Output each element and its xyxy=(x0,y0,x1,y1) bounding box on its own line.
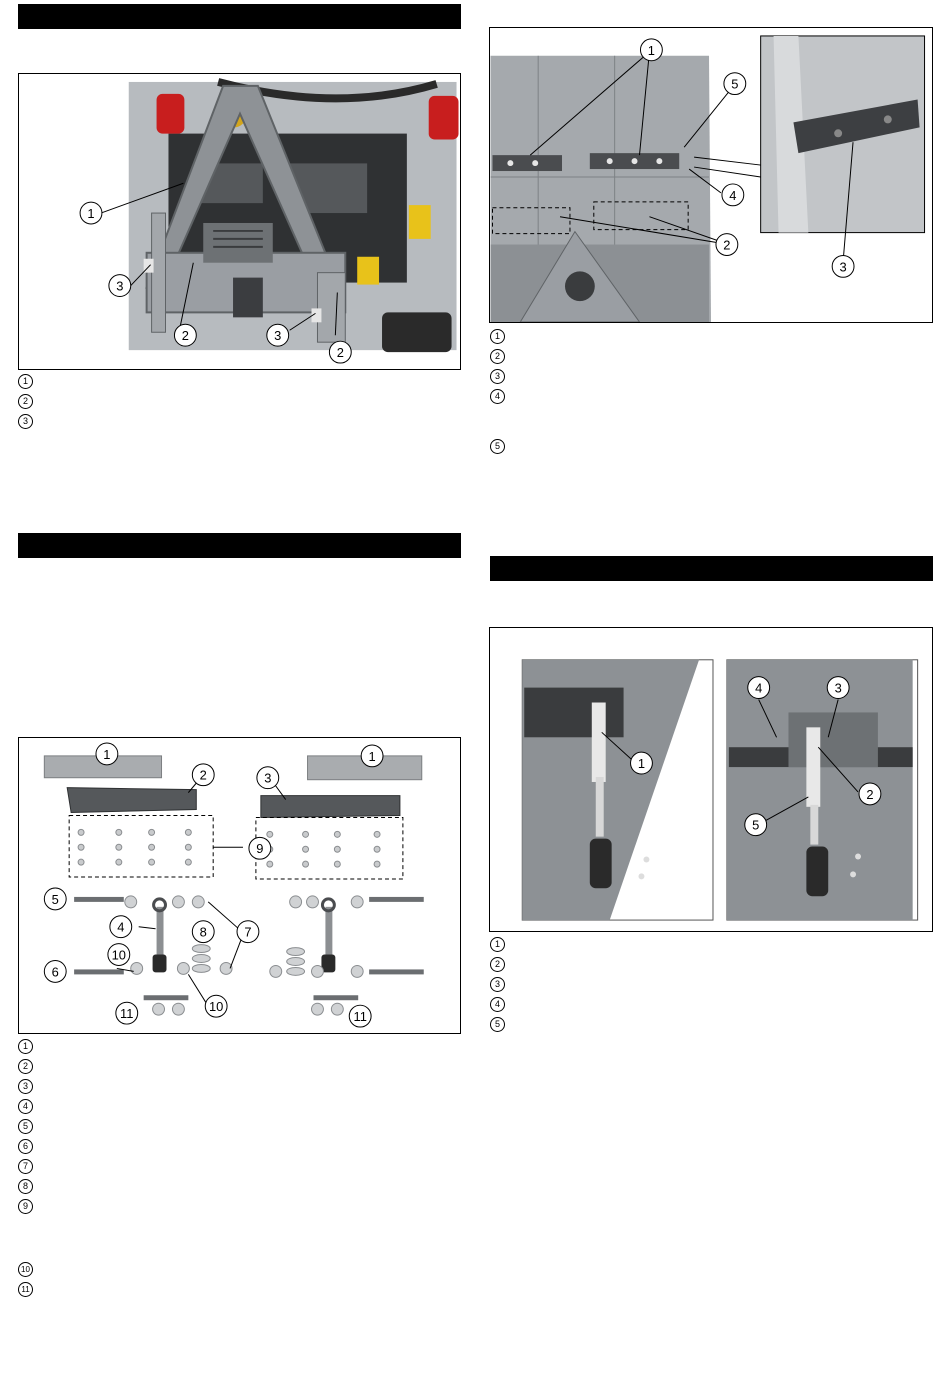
callout-marker xyxy=(108,944,130,966)
callout-marker xyxy=(116,1002,138,1024)
legend-item xyxy=(490,1015,930,1035)
figure-parts-kit xyxy=(18,737,461,1034)
callout-marker xyxy=(267,324,289,346)
callout-marker xyxy=(257,767,279,789)
svg-text:10: 10 xyxy=(208,999,224,1015)
callout-marker xyxy=(110,916,132,938)
legend-number: 1 xyxy=(18,1039,33,1054)
svg-text:4: 4 xyxy=(729,187,737,203)
figure-hitch-frame-callouts xyxy=(19,74,460,369)
svg-text:5: 5 xyxy=(51,891,59,907)
svg-text:3: 3 xyxy=(834,680,842,696)
legend-item xyxy=(18,372,458,392)
callout-marker xyxy=(724,73,746,95)
legend-item xyxy=(490,975,930,995)
svg-text:1: 1 xyxy=(647,42,655,58)
legend-number: 1 xyxy=(18,374,33,389)
callout-marker xyxy=(96,743,118,765)
callout-marker xyxy=(349,1005,371,1027)
svg-text:3: 3 xyxy=(274,328,282,344)
figure-turnbuckle-detail-callouts xyxy=(490,628,932,931)
legend-item xyxy=(18,1260,458,1280)
svg-text:2: 2 xyxy=(199,767,207,783)
callout-marker xyxy=(44,888,66,910)
section-header-bar xyxy=(490,556,933,581)
svg-text:4: 4 xyxy=(117,919,125,935)
svg-text:2: 2 xyxy=(723,237,731,253)
svg-text:9: 9 xyxy=(256,841,264,857)
legend-item xyxy=(490,347,930,367)
svg-text:8: 8 xyxy=(199,924,207,940)
svg-text:2: 2 xyxy=(181,328,189,344)
svg-text:1: 1 xyxy=(368,748,376,764)
legend-number: 3 xyxy=(490,977,505,992)
callout-marker xyxy=(80,202,102,224)
section-header-bar xyxy=(18,4,461,29)
legend-number: 8 xyxy=(18,1179,33,1194)
legend-item xyxy=(490,995,930,1015)
svg-text:7: 7 xyxy=(244,924,252,940)
legend-item xyxy=(18,1117,458,1137)
svg-text:11: 11 xyxy=(353,1009,367,1025)
legend-number: 11 xyxy=(18,1282,33,1297)
legend-number: 9 xyxy=(18,1199,33,1214)
svg-text:3: 3 xyxy=(116,278,124,294)
callout-marker xyxy=(44,960,66,982)
legend-item xyxy=(18,1177,458,1197)
callout-marker xyxy=(640,39,662,61)
section-header-bar xyxy=(18,533,461,558)
figure-panel-plates xyxy=(489,27,933,323)
legend-item xyxy=(490,437,930,457)
legend-item xyxy=(18,1137,458,1157)
callout-marker xyxy=(748,677,770,699)
legend-number: 4 xyxy=(490,997,505,1012)
svg-text:4: 4 xyxy=(755,680,763,696)
legend-number: 3 xyxy=(490,369,505,384)
callout-marker xyxy=(722,184,744,206)
svg-text:1: 1 xyxy=(103,746,111,762)
legend-item xyxy=(18,1280,458,1300)
callout-marker xyxy=(237,921,259,943)
legend-item xyxy=(18,1097,458,1117)
svg-text:10: 10 xyxy=(111,947,126,963)
svg-text:3: 3 xyxy=(264,770,272,786)
callout-marker xyxy=(716,234,738,256)
legend-number: 3 xyxy=(18,414,33,429)
legend-item xyxy=(18,1077,458,1097)
legend-item xyxy=(18,1197,458,1217)
legend-number: 2 xyxy=(18,394,33,409)
svg-text:1: 1 xyxy=(87,206,95,222)
svg-text:5: 5 xyxy=(731,76,739,92)
legend-number: 1 xyxy=(490,329,505,344)
legend-item xyxy=(490,327,930,347)
figure-turnbuckle-detail xyxy=(489,627,933,932)
legend-item xyxy=(18,412,458,432)
callout-marker xyxy=(827,677,849,699)
legend-item xyxy=(490,367,930,387)
legend-number: 7 xyxy=(18,1159,33,1174)
callout-marker xyxy=(192,921,214,943)
svg-text:1: 1 xyxy=(637,756,646,772)
callout-marker xyxy=(192,764,214,786)
callout-marker xyxy=(859,783,881,805)
callout-marker xyxy=(249,837,271,859)
legend-number: 2 xyxy=(18,1059,33,1074)
legend-number: 2 xyxy=(490,957,505,972)
callout-marker xyxy=(109,275,131,297)
legend-number: 4 xyxy=(490,389,505,404)
callout-marker xyxy=(329,341,351,363)
callout-marker xyxy=(361,745,383,767)
legend-number: 5 xyxy=(490,439,505,454)
svg-text:2: 2 xyxy=(336,345,344,361)
legend-item xyxy=(490,387,930,407)
legend-item xyxy=(18,1037,458,1057)
figure-panel-plates-callouts xyxy=(490,28,932,322)
svg-text:5: 5 xyxy=(752,817,760,833)
callout-marker xyxy=(174,324,196,346)
legend-number: 3 xyxy=(18,1079,33,1094)
callout-marker xyxy=(205,995,227,1017)
legend-item xyxy=(490,955,930,975)
figure-hitch-frame xyxy=(18,73,461,370)
svg-text:11: 11 xyxy=(120,1006,134,1022)
callout-marker xyxy=(745,814,767,836)
legend-item xyxy=(18,392,458,412)
svg-text:2: 2 xyxy=(866,786,874,802)
legend-number: 1 xyxy=(490,937,505,952)
legend-number: 6 xyxy=(18,1139,33,1154)
callout-marker xyxy=(631,752,653,774)
legend-item xyxy=(18,1157,458,1177)
callout-marker xyxy=(832,255,854,277)
svg-text:6: 6 xyxy=(51,964,59,980)
legend-item xyxy=(490,935,930,955)
legend-number: 4 xyxy=(18,1099,33,1114)
legend-number: 5 xyxy=(18,1119,33,1134)
figure-parts-kit-callouts xyxy=(19,738,460,1033)
legend-number: 5 xyxy=(490,1017,505,1032)
legend-item xyxy=(18,1057,458,1077)
legend-number: 10 xyxy=(18,1262,33,1277)
svg-text:3: 3 xyxy=(839,259,847,275)
legend-number: 2 xyxy=(490,349,505,364)
